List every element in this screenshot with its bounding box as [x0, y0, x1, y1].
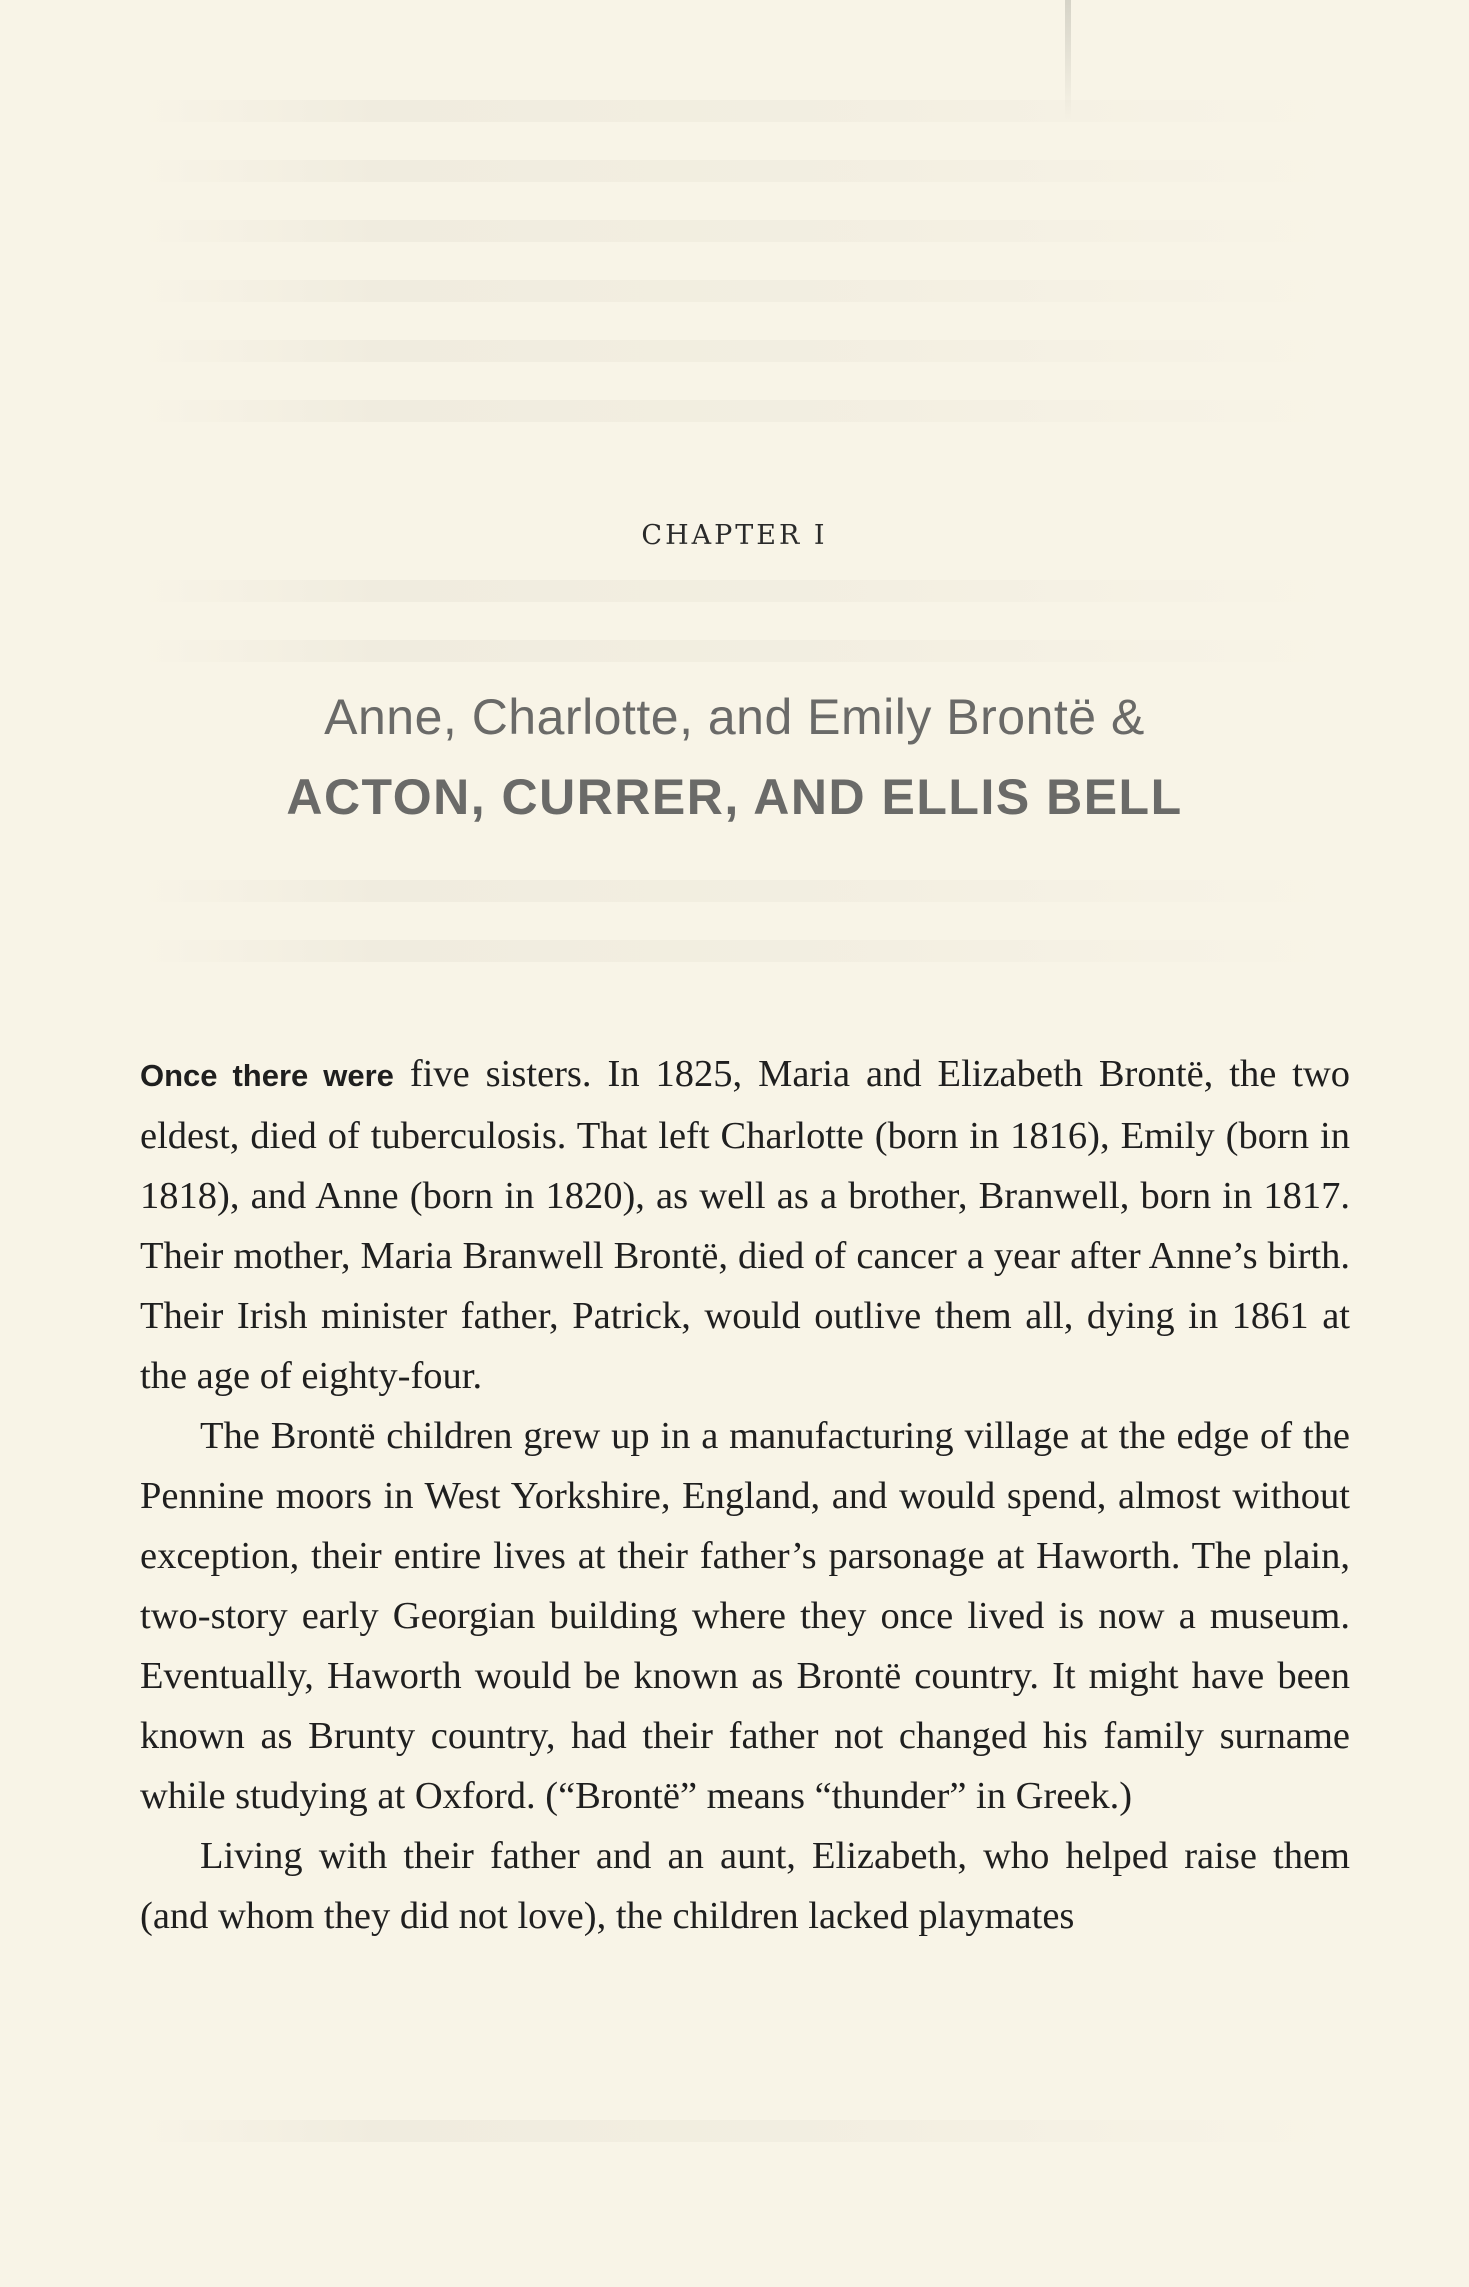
show-through-line [140, 220, 1340, 242]
paragraph-1 [140, 1044, 1350, 1406]
chapter-label: CHAPTER I [641, 520, 828, 551]
show-through-line [140, 880, 1340, 902]
paragraph-2 [140, 1406, 1350, 1826]
show-through-line [140, 940, 1340, 962]
body-text [140, 1044, 1350, 1946]
paragraph-text: Living with their father and an aunt, Elizabeth, who helped raise them (and whom they did not love), the children lacked playmates [140, 1835, 1350, 1937]
lead-in-text: Once there were [140, 1058, 394, 1093]
show-through-line [140, 100, 1340, 122]
show-through-line [140, 400, 1340, 422]
paragraph-text: five sisters. In 1825, Maria and Elizabeth Brontë, the two eldest, died of tuberculosis. That left Charlotte (born in 1816), Emily (born in 1818), and Anne (born in 1820), as well as a brother, Branwell, born in 1817. Their mother, Maria Branwell Brontë, died of cancer a year after Anne’s birth. Their Irish minister father, Patrick, would outlive them all, dying in 1861 at the age of eighty-four. [140, 1053, 1350, 1397]
chapter-title-line-2: ACTON, CURRER, AND ELLIS BELL [286, 769, 1183, 825]
show-through-line [140, 280, 1340, 302]
chapter-title-line-1: Anne, Charlotte, and Emily Brontë & [324, 689, 1145, 745]
paragraph-3 [140, 1826, 1350, 1946]
paragraph-text: The Brontë children grew up in a manufacturing village at the edge of the Pennine moors in West Yorkshire, England, and would spend, almost without exception, their entire lives at their father’s parsonage at Haworth. The plain, two-story early Georgian building where they once lived is now a museum. Eventually, Haworth would be known as Brontë country. It might have been known as Brunty country, had their father not changed his family surname while studying at Oxford. (“Brontë” means “thunder” in Greek.) [140, 1415, 1350, 1817]
show-through-line [140, 160, 1340, 182]
show-through-line [140, 580, 1340, 602]
show-through-line [140, 2120, 1340, 2142]
show-through-line [140, 340, 1340, 362]
show-through-line [140, 640, 1340, 662]
